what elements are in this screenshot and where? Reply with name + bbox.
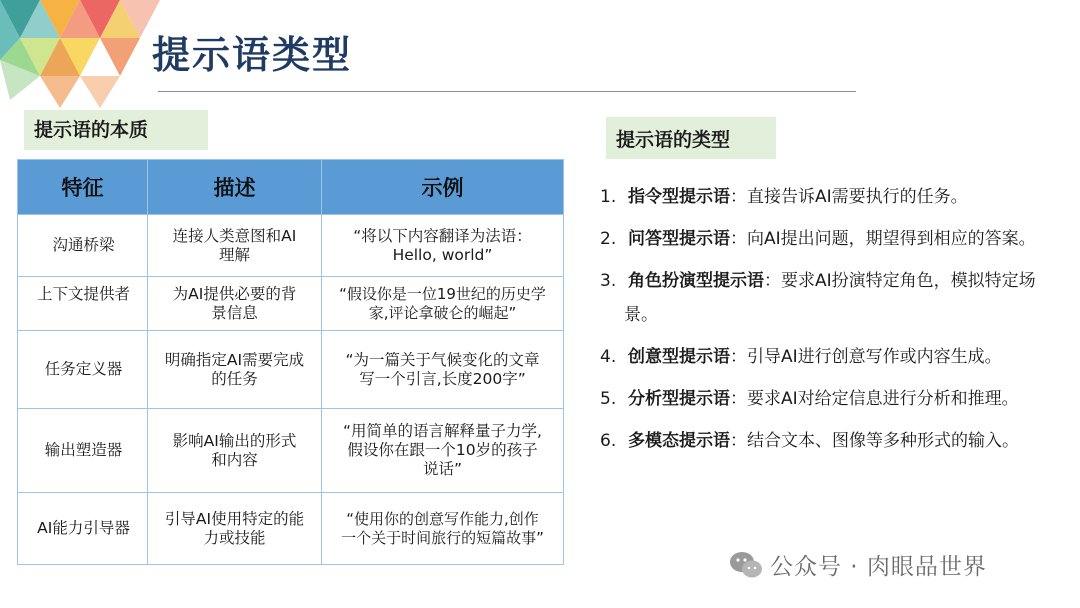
separator: ： — [730, 389, 747, 409]
cell-line: 力或技能 — [203, 528, 266, 547]
separator: ： — [730, 347, 747, 367]
type-name: 指令型提示语 — [628, 187, 730, 207]
cell-line: 写一个引言,长度200字” — [359, 369, 526, 388]
cell-example — [322, 331, 564, 409]
list-number: 5. — [600, 389, 617, 409]
cell-description — [148, 215, 322, 277]
cell-example — [322, 493, 564, 565]
type-name: 角色扮演型提示语 — [628, 271, 764, 291]
cell-line: 影响AI输出的形式 — [172, 431, 297, 450]
type-description: 向AI提出问题，期望得到相应的答案。 — [747, 229, 1036, 249]
header-description: 描述 — [148, 160, 322, 215]
list-number: 6. — [600, 431, 617, 451]
cell-line: 的任务 — [211, 369, 258, 388]
cell-line: “将以下内容翻译为法语： — [353, 226, 532, 245]
cell-description — [148, 493, 322, 565]
list-item — [598, 180, 1068, 214]
type-description: 引导AI进行创意写作或内容生成。 — [747, 347, 1002, 367]
title-divider — [158, 91, 856, 92]
type-description: 直接告诉AI需要执行的任务。 — [747, 187, 968, 207]
type-name: 问答型提示语 — [628, 229, 730, 249]
type-name: 分析型提示语 — [628, 389, 730, 409]
type-description: 结合文本、图像等多种形式的输入。 — [747, 431, 1019, 451]
cell-line: 为AI提供必要的背 — [172, 284, 297, 303]
cell-description — [148, 409, 322, 493]
cell-example — [322, 215, 564, 277]
cell-line: “为一篇关于气候变化的文章 — [345, 350, 540, 369]
cell-description — [148, 277, 322, 331]
cell-line: 景信息 — [211, 303, 258, 322]
type-description: 要求AI对给定信息进行分析和推理。 — [747, 389, 1019, 409]
cell-example — [322, 277, 564, 331]
list-item — [598, 264, 1068, 332]
cell-feature: 任务定义器 — [18, 331, 148, 409]
separator: ： — [730, 229, 747, 249]
header-feature: 特征 — [18, 160, 148, 215]
list-item — [598, 382, 1068, 416]
table-row — [18, 409, 564, 493]
cell-line: 引导AI使用特定的能 — [164, 509, 305, 528]
cell-description — [148, 331, 322, 409]
type-name: 创意型提示语 — [628, 347, 730, 367]
essence-table — [17, 159, 564, 565]
type-name: 多模态提示语 — [628, 431, 730, 451]
watermark-text: 公众号 · 肉眼品世界 — [770, 554, 987, 580]
prompt-types-list — [598, 180, 1068, 466]
table-row — [18, 277, 564, 331]
header-example: 示例 — [322, 160, 564, 215]
cell-line: 连接人类意图和AI — [172, 226, 297, 245]
list-number: 2. — [600, 229, 617, 249]
table-header-row — [18, 160, 564, 215]
section-label-types: 提示语的类型 — [606, 117, 776, 159]
watermark — [728, 548, 987, 581]
cell-line: Hello, world” — [392, 245, 493, 264]
cell-line: 家,评论拿破仑的崛起” — [368, 303, 517, 322]
table-row — [18, 215, 564, 277]
section-label-essence: 提示语的本质 — [24, 110, 208, 150]
type-description: 要求AI扮演特定角色，模拟特定场景。 — [624, 271, 1036, 325]
list-item — [598, 424, 1068, 458]
wechat-icon — [728, 550, 764, 580]
list-item — [598, 340, 1068, 374]
cell-line: “假设你是一位19世纪的历史学 — [339, 284, 546, 303]
cell-line: 一个关于时间旅行的短篇故事” — [341, 528, 544, 547]
table-row — [18, 493, 564, 565]
page-title: 提示语类型 — [152, 33, 353, 77]
cell-feature: 沟通桥梁 — [18, 215, 148, 277]
cell-line: 和内容 — [211, 450, 258, 469]
cell-feature: AI能力引导器 — [18, 493, 148, 565]
cell-feature: 上下文提供者 — [18, 277, 148, 331]
cell-feature: 输出塑造器 — [18, 409, 148, 493]
list-number: 1. — [600, 187, 617, 207]
cell-line: 说话” — [422, 460, 463, 478]
separator: ： — [730, 187, 747, 207]
cell-line: 假设你在跟一个10岁的孩子 — [347, 441, 538, 459]
cell-line: “使用你的创意写作能力,创作 — [346, 509, 539, 528]
cell-line: “用简单的语言解释量子力学, — [343, 422, 542, 440]
cell-line: 理解 — [218, 245, 250, 264]
separator: ： — [764, 271, 781, 291]
cell-line: 明确指定AI需要完成 — [164, 350, 305, 369]
decorative-triangles — [0, 0, 175, 118]
list-item — [598, 222, 1068, 256]
list-number: 4. — [600, 347, 617, 367]
table-row — [18, 331, 564, 409]
separator: ： — [730, 431, 747, 451]
list-number: 3. — [600, 271, 617, 291]
cell-example — [322, 409, 564, 493]
